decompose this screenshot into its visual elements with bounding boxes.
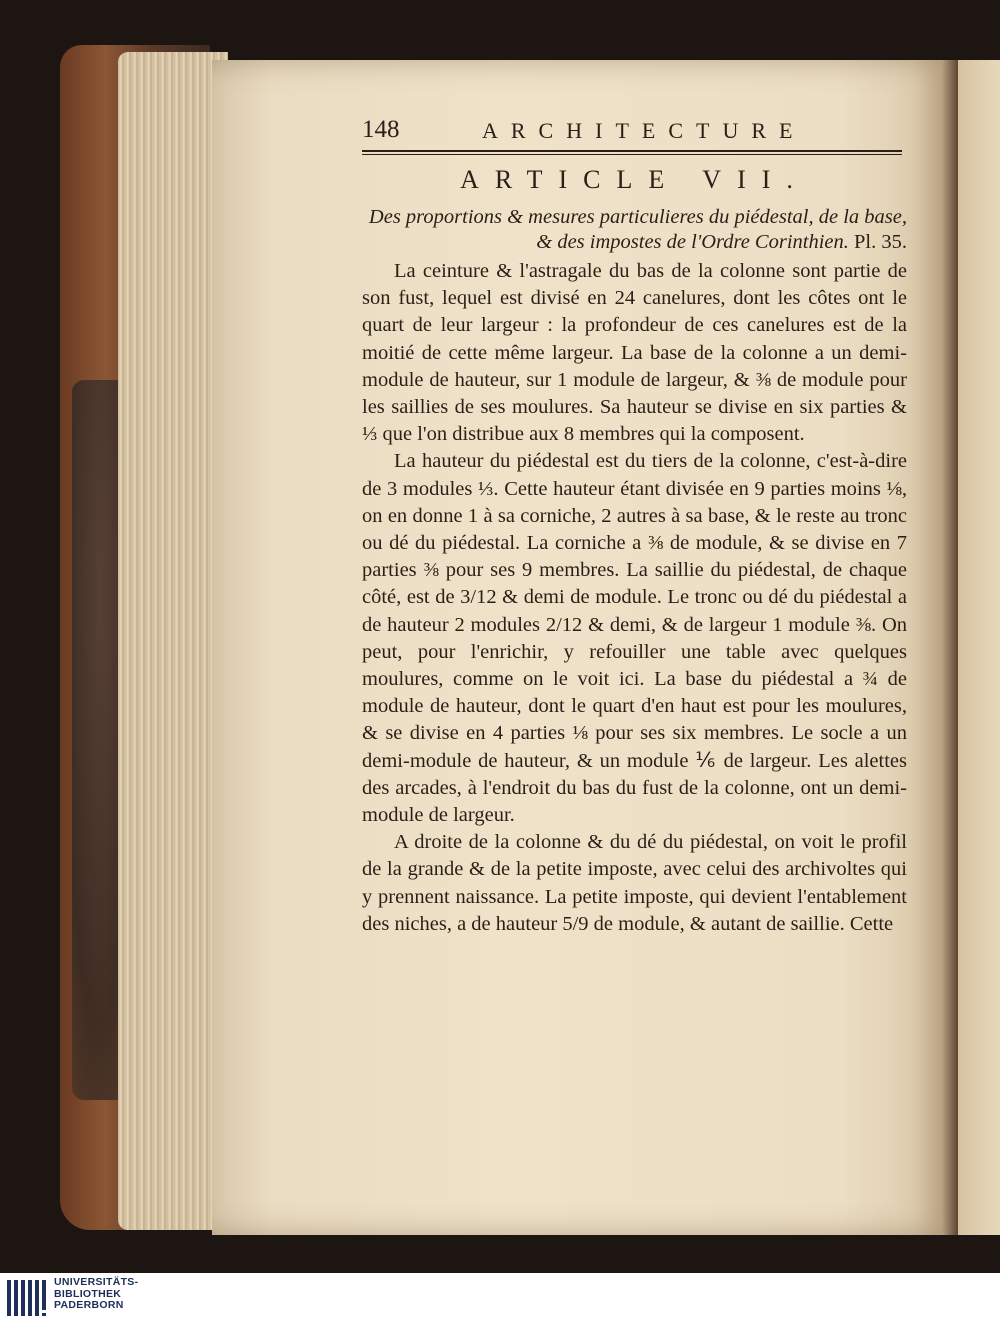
paragraph: A droite de la colonne & du dé du piédestal, on voit le profil de la grande & de la petite imposte, avec celui des archivoltes qui y prennent naissance. La petite imposte, qui devient l'entablement des niches, a de hauteur 5/9 de module, & autant de saillie. Cette [362, 831, 907, 935]
article-subtitle [362, 205, 907, 255]
article-heading: ARTICLE VII. [460, 165, 809, 194]
header-rule [362, 150, 902, 152]
page-text-block [362, 112, 907, 938]
page-header [362, 112, 907, 146]
body-text [362, 258, 907, 938]
page-number: 148 [362, 116, 400, 143]
header-rule-thin [362, 154, 902, 155]
facing-page-edge [958, 60, 1000, 1235]
library-name-line: BIBLIOTHEK [54, 1287, 122, 1300]
running-title: ARCHITECTURE [482, 118, 806, 143]
paragraph: La ceinture & l'astragale du bas de la colonne sont partie de son fust, lequel est divisé en 24 canelures, dont les côtes ont le quart de leur largeur : la profondeur de ces canelures est de la moitié de cette même largeur. La base de la colonne a un demi-module de hauteur, sur 1 module de largeur, & ⅜ de module pour les saillies de ses moulures. Sa hauteur se divise en six parties & ⅓ que l'on distribue aux 8 membres qui la composent. [362, 260, 907, 446]
book-gutter [942, 60, 958, 1235]
subtitle-text: Des proportions & mesures particulieres du piédestal, de la base, & des impostes de l'Ordre Corinthien. [368, 206, 907, 253]
library-footer [0, 1273, 1000, 1323]
library-name-line: PADERBORN [54, 1299, 124, 1311]
library-logo-icon [5, 1276, 51, 1320]
library-name-line: UNIVERSITÄTS- [54, 1276, 139, 1288]
library-name [54, 1277, 138, 1312]
paragraph: La hauteur du piédestal est du tiers de la colonne, c'est-à-dire de 3 modules ⅓. Cette hauteur étant divisée en 9 parties moins ⅛, on en donne 1 à sa corniche, 2 autres à sa base, & le reste au tronc ou dé du piédestal. La corniche a ⅜ de module, & se divise en 7 parties ⅜ pour ses 9 membres. La saillie du piédestal, de chaque côté, est de 3/12 & demi de module. Le tronc ou dé du piédestal a de hauteur 2 modules 2/12 & demi, & de largeur 1 module ⅜. On peut, pour l'enrichir, y refouiller une table avec quelques moulures, comme on le voit ici. La base du piédestal a ¾ de module de hauteur, dont le quart d'en haut est pour les moulures, & se divise en 4 parties ⅛ pour ses six membres. Le socle a un demi-module de hauteur, & un module ⅙ de largeur. Les alettes des arcades, à l'endroit du bas du fust de la colonne, ont un demi-module de largeur. [362, 450, 907, 827]
plate-reference: Pl. 35. [854, 231, 907, 253]
